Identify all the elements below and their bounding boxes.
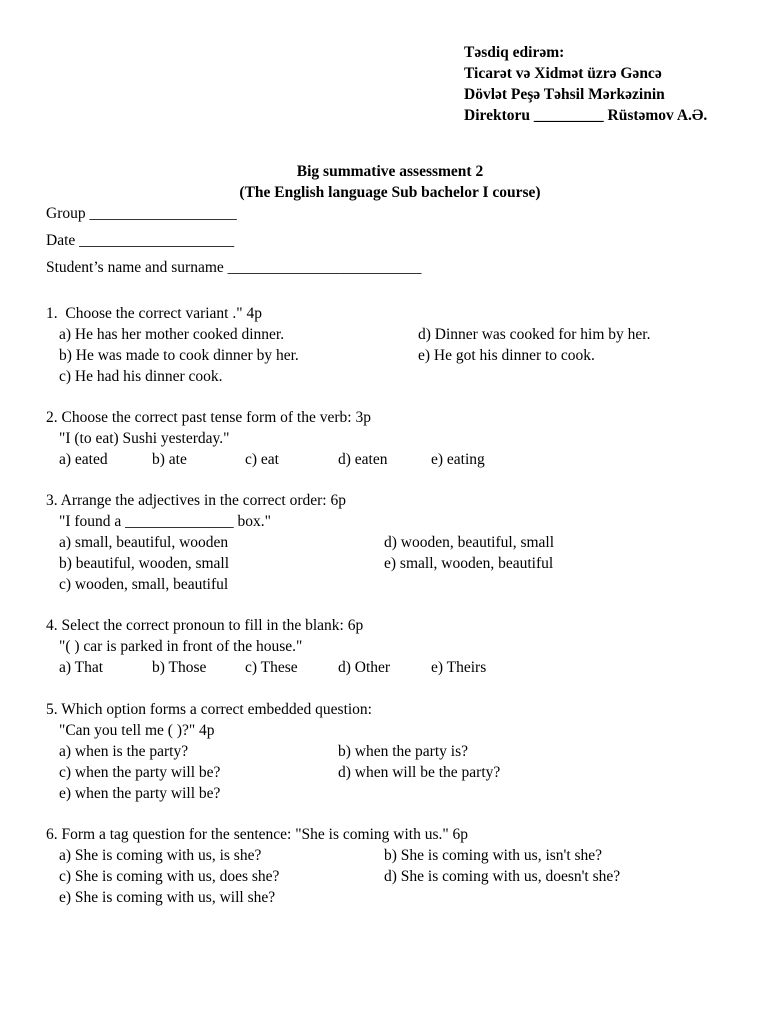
question-5-sentence: "Can you tell me ( )?" 4p: [59, 722, 215, 739]
question-3-option-c: c) wooden, small, beautiful: [59, 576, 229, 593]
approval-line-3: Dövlət Peşə Təhsil Mərkəzinin: [464, 86, 665, 103]
title-line-2: (The English language Sub bachelor I course): [239, 184, 541, 201]
question-5-option-d: d) when will be the party?: [338, 764, 501, 781]
question-5-option-e: e) when the party will be?: [59, 785, 221, 802]
question-1-option-b: b) He was made to cook dinner by her.: [59, 347, 299, 364]
question-2-option-a: a) eated: [59, 451, 108, 468]
question-3-prompt: 3. Arrange the adjectives in the correct order: 6p: [46, 492, 346, 509]
question-1-prompt: 1. Choose the correct variant ." 4p: [46, 305, 262, 322]
question-3-sentence: "I found a ______________ box.": [59, 513, 271, 530]
document-title: [0, 161, 768, 203]
question-1-option-a: a) He has her mother cooked dinner.: [59, 326, 285, 343]
approval-line-2: Ticarət və Xidmət üzrə Gəncə: [464, 65, 662, 82]
question-4-option-b: b) Those: [152, 659, 207, 676]
question-6-option-d: d) She is coming with us, doesn't she?: [384, 868, 621, 885]
group-field: Group ___________________: [46, 205, 237, 222]
question-2-option-e: e) eating: [431, 451, 485, 468]
question-2-sentence: "I (to eat) Sushi yesterday.": [59, 430, 230, 447]
question-1-option-e: e) He got his dinner to cook.: [418, 347, 595, 364]
question-4-option-e: e) Theirs: [431, 659, 487, 676]
question-6-option-b: b) She is coming with us, isn't she?: [384, 847, 603, 864]
question-4-option-d: d) Other: [338, 659, 391, 676]
question-6-option-c: c) She is coming with us, does she?: [59, 868, 280, 885]
question-6-option-e: e) She is coming with us, will she?: [59, 889, 276, 906]
question-4-option-c: c) These: [245, 659, 298, 676]
question-3-option-e: e) small, wooden, beautiful: [384, 555, 554, 572]
question-3-option-d: d) wooden, beautiful, small: [384, 534, 555, 551]
question-5-option-a: a) when is the party?: [59, 743, 189, 760]
question-5-option-b: b) when the party is?: [338, 743, 468, 760]
question-2-option-c: c) eat: [245, 451, 279, 468]
question-1-option-d: d) Dinner was cooked for him by her.: [418, 326, 651, 343]
question-1-option-c: c) He had his dinner cook.: [59, 368, 223, 385]
question-5-option-c: c) when the party will be?: [59, 764, 221, 781]
question-2-prompt: 2. Choose the correct past tense form of the verb: 3p: [46, 409, 371, 426]
question-3-option-b: b) beautiful, wooden, small: [59, 555, 230, 572]
question-2-option-d: d) eaten: [338, 451, 388, 468]
approval-line-4: Direktoru _________ Rüstəmov A.Ə.: [464, 107, 708, 124]
approval-block: [464, 42, 707, 126]
approval-line-1: Təsdiq edirəm:: [464, 44, 565, 61]
question-3-option-a: a) small, beautiful, wooden: [59, 534, 229, 551]
question-6-prompt: 6. Form a tag question for the sentence: "She is coming with us." 6p: [46, 826, 469, 843]
question-5-prompt: 5. Which option forms a correct embedded question:: [46, 701, 372, 718]
student-name-field: Student’s name and surname _________________________: [46, 259, 422, 276]
date-field: Date ____________________: [46, 232, 235, 249]
question-2-option-b: b) ate: [152, 451, 187, 468]
question-4-sentence: "( ) car is parked in front of the house.": [59, 638, 303, 655]
question-6-option-a: a) She is coming with us, is she?: [59, 847, 262, 864]
question-4-option-a: a) That: [59, 659, 104, 676]
title-line-1: Big summative assessment 2: [296, 163, 484, 180]
question-4-prompt: 4. Select the correct pronoun to fill in the blank: 6p: [46, 617, 364, 634]
